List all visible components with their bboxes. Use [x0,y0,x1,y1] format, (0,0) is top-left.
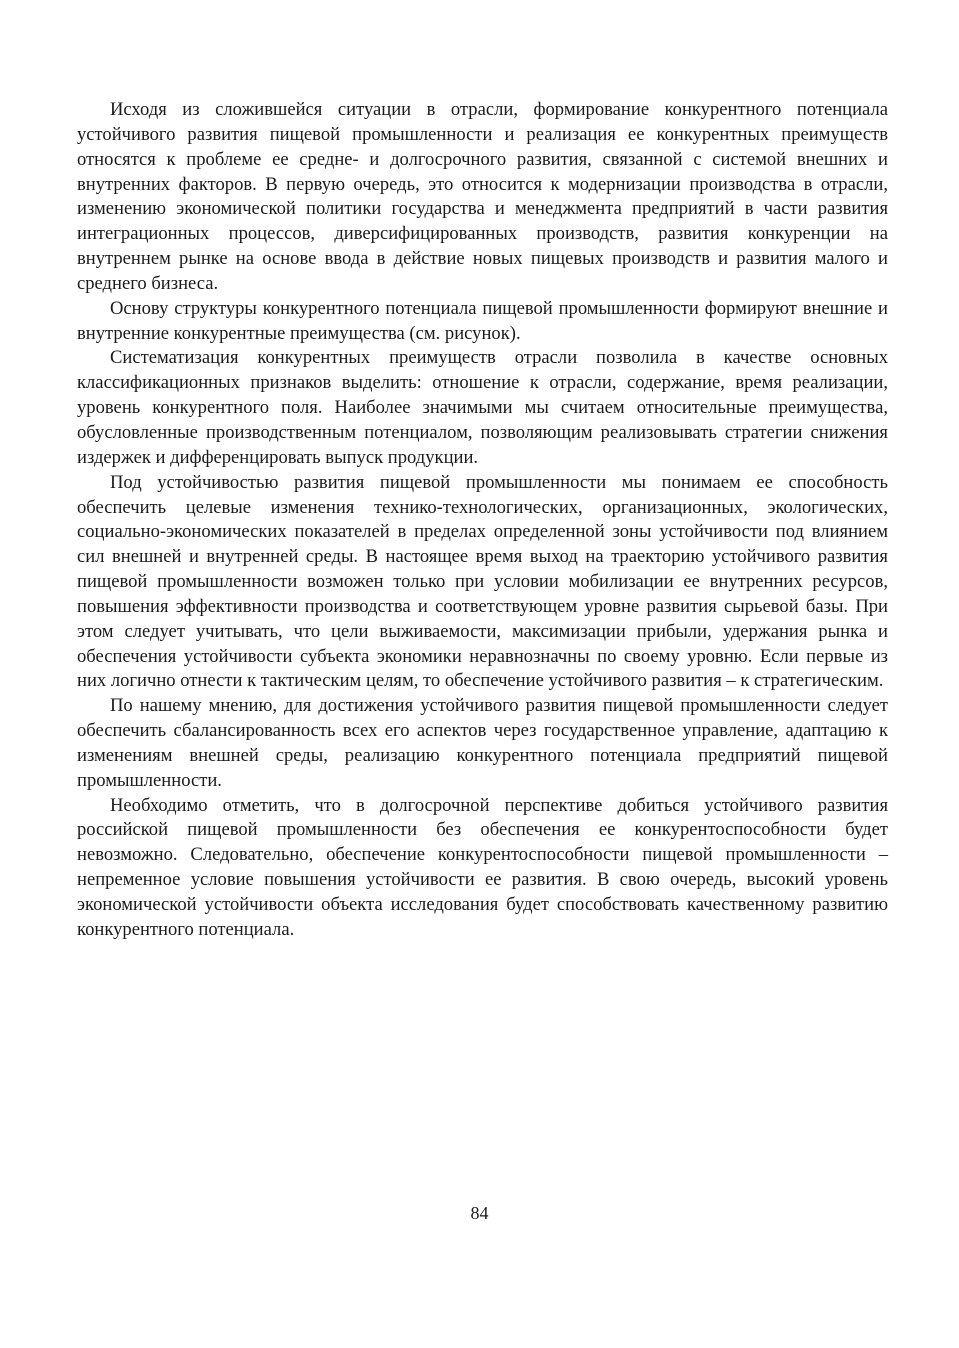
paragraph-5: По нашему мнению, для достижения устойчивого развития пищевой промышленности следует обеспечить сбалансированность всех его аспектов через государственное управление, адаптацию к изменениям внешней среды, реализацию конкурентного потенциала предприятий пищевой промышленности. [77,695,888,791]
paragraph-2: Основу структуры конкурентного потенциала пищевой промышленности формируют внешние и внутренние конкурентные преимущества (см. рисунок). [77,297,888,344]
paragraph-4: Под устойчивостью развития пищевой промышленности мы понимаем ее способность обеспечить целевые изменения технико-технологических, организационных, экологических, социально-экономических показателей в пределах определенной зоны устойчивости под влиянием сил внешней и внутренней среды. В настоящее время выход на траекторию устойчивого развития пищевой промышленности возможен только при условии мобилизации ее внутренних ресурсов, повышения эффективности производства и соответствующем уровне развития сырьевой базы. При этом следует учитывать, что цели выживаемости, максимизации прибыли, удержания рынка и обеспечения устойчивости субъекта экономики неравнозначны по своему уровню. Если первые из них логично отнести к тактическим целям, то обеспечение устойчивого развития – к стратегическим. [77,471,888,692]
paragraph-6: Необходимо отметить, что в долгосрочной перспективе добиться устойчивого развития российской пищевой промышленности без обеспечения ее конкурентоспособности будет невозможно. Следовательно, обеспечение конкурентоспособности пищевой промышленности – непременное условие повышения устойчивости ее развития. В свою очередь, высокий уровень экономической устойчивости объекта исследования будет способствовать качественному развитию конкурентного потенциала. [77,794,888,940]
page-number: 84 [470,1203,489,1223]
paragraph-3: Систематизация конкурентных преимуществ отрасли позволила в качестве основных классификационных признаков выделить: отношение к отрасли, содержание, время реализации, уровень конкурентного поля. Наиболее значимыми мы считаем относительные преимущества, обусловленные производственным потенциалом, позволяющим реализовывать стратегии снижения издержек и дифференцировать выпуск продукции. [77,347,888,468]
paragraph-1: Исходя из сложившейся ситуации в отрасли, формирование конкурентного потенциала устойчивого развития пищевой промышленности и реализация ее конкурентных преимуществ относятся к проблеме ее средне- и долгосрочного развития, связанной с системой внешних и внутренних факторов. В первую очередь, это относится к модернизации производства в отрасли, изменению экономической политики государства и менеджмента предприятий в части развития интеграционных процессов, диверсифицированных производств, развития конкуренции на внутреннем рынке на основе ввода в действие новых пищевых производств и развития малого и среднего бизнеса. [77,99,888,294]
body-text [77,98,888,943]
